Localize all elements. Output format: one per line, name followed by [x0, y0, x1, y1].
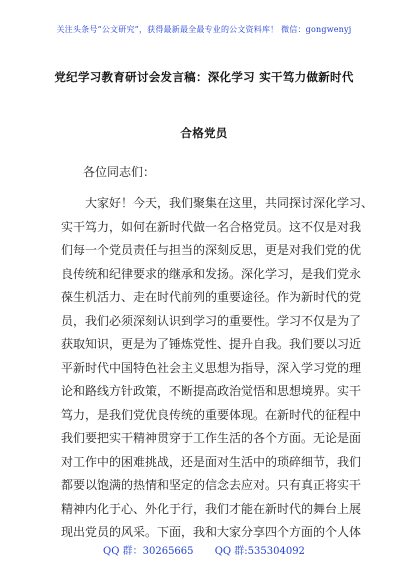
body-line: 实干笃力，如何在新时代做一名合格党员。这不仅是对我	[61, 219, 362, 234]
body-line: 精神内化于心、外化于行，我们才能在新时代的舞台上展	[61, 501, 362, 516]
footer-contacts	[0, 542, 408, 557]
body-line: 对工作中的困难挑战，还是面对生活中的琐碎细节，我们	[61, 454, 362, 469]
document-title-line-2: 合格党员	[180, 126, 228, 140]
body-text	[61, 192, 374, 545]
footer-qq-group-2: QQ 群:535304092	[214, 546, 305, 557]
body-line: 都要以饱满的热情和坚定的信念去应对。只有真正将实干	[61, 478, 362, 492]
body-line: 我们要把实干精神贯穿于工作生活的各个方面。无论是面	[61, 431, 362, 445]
body-line: 笃力，是我们党优良传统的重要体现。在新时代的征程中	[61, 407, 362, 422]
document-title-line-1: 党纪学习教育研讨会发言稿：深化学习 实干笃力做新时代	[54, 70, 354, 84]
body-line: 员，我们必须深刻认识到学习的重要性。学习不仅是为了	[61, 313, 362, 328]
greeting: 各位同志们：	[83, 165, 156, 179]
body-line: 现出党员的风采。下面，我和大家分享四个方面的个人体	[61, 525, 362, 539]
body-line: 葆生机活力、走在时代前列的重要途径。作为新时代的党	[61, 290, 362, 304]
header-notice: 关注头条号“公文研究”，获得最新最全最专业的公文资料库！ 微信：gongwenyj	[56, 25, 352, 34]
body-line: 论和路线方针政策，不断提高政治觉悟和思想境界。实干	[61, 384, 362, 398]
body-line: 们每一个党员责任与担当的深刻反思，更是对我们党的优	[61, 243, 362, 257]
footer-qq-group-1: QQ 群：30265665	[103, 546, 194, 557]
body-line: 平新时代中国特色社会主义思想为指导，深入学习党的理	[61, 360, 362, 375]
body-line: 良传统和纪律要求的继承和发扬。深化学习，是我们党永	[61, 266, 362, 281]
body-line: 大家好！今天，我们聚集在这里，共同探讨深化学习、	[85, 196, 374, 210]
body-line: 获取知识，更是为了锤炼党性、提升自我。我们要以习近	[61, 337, 362, 351]
